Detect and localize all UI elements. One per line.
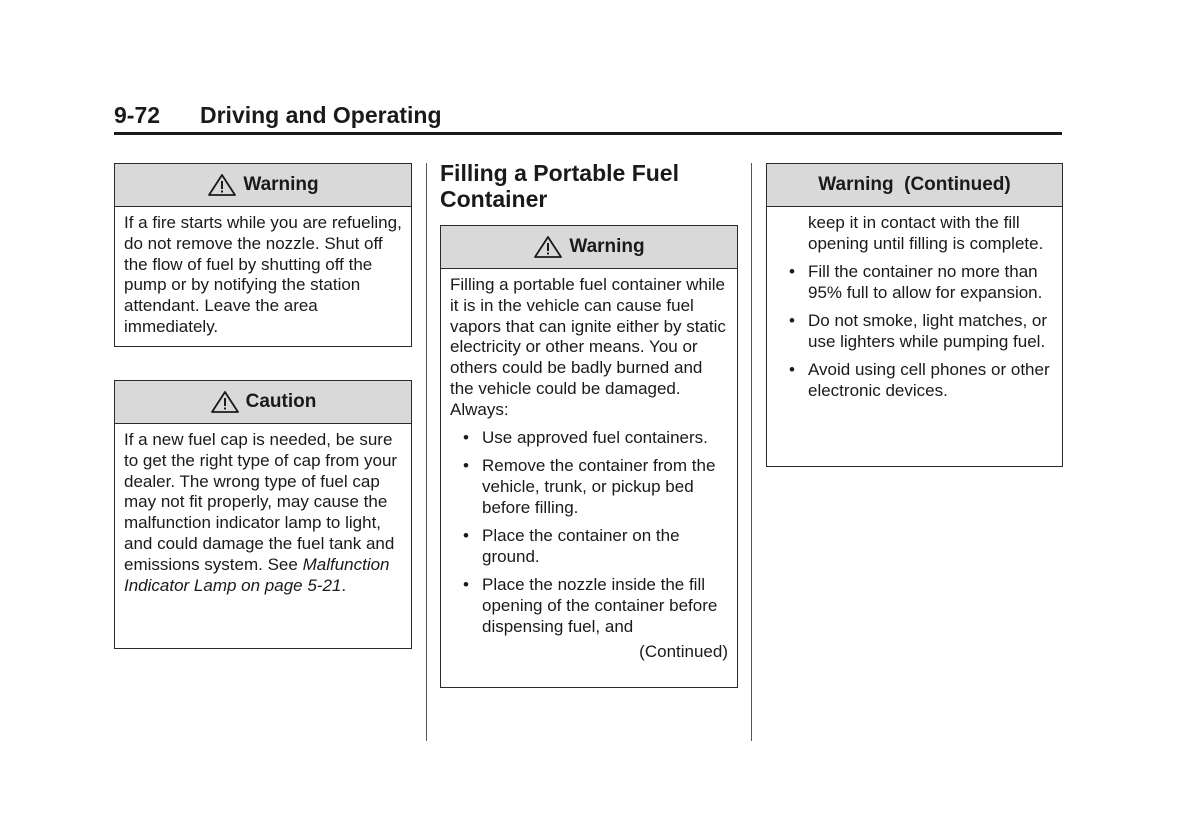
warning-header [441, 226, 737, 269]
warning-text: If a fire starts while you are refueling, do not remove the nozzle. Shut off the flow of fuel by shutting off the pump or by notifying the station attendant. Leave the area immediately. [124, 213, 402, 336]
warning-triangle-icon [533, 235, 563, 259]
warning-title: Warning [243, 174, 319, 195]
list-item: • Use approved fuel containers. [463, 428, 708, 448]
warning-continued-box [766, 163, 1063, 467]
continued-label: (Continued) [639, 641, 728, 661]
bullet-icon: • [789, 262, 795, 282]
warning-text: Filling a portable fuel container while it is in the vehicle can cause fuel vapors that can ignite either by static electricity or other means. You or others could be badly burned and the vehicle could be damaged. Always: [450, 275, 726, 419]
list-item: • Do not smoke, light matches, or use lighters while pumping fuel. [789, 311, 1048, 351]
bullet-icon: • [463, 428, 469, 448]
bullet-icon: • [463, 456, 469, 476]
warning-continued-title: Warning (Continued) [818, 174, 1011, 195]
caution-text-main: If a new fuel cap is needed, be sure to get the right type of cap from your dealer. The wrong type of fuel cap may not fit properly, may cause the malfunction indicator lamp to light, and could damage the fuel tank and emissions system. See [124, 430, 398, 574]
caution-header [115, 381, 411, 424]
warning-title: Warning [569, 236, 645, 257]
list-item: • Avoid using cell phones or other electronic devices. [789, 360, 1050, 401]
list-item: • Place the container on the ground. [463, 526, 680, 567]
page-header [114, 100, 1062, 135]
fire-warning-box [114, 163, 412, 347]
list-item: • Fill the container no more than 95% full to allow for expansion. [789, 262, 1043, 302]
malfunction-lamp-reference-link[interactable]: Malfunction Indicator Lamp on page 5-21 [124, 554, 390, 595]
warning-continued-header [767, 164, 1062, 207]
bullet-icon: • [463, 526, 469, 546]
caution-title: Caution [245, 391, 317, 412]
warning-body [441, 269, 737, 671]
warning-triangle-icon [207, 173, 237, 197]
section-title: Driving and Operating [200, 102, 442, 128]
warning-triangle-icon [210, 390, 240, 414]
warning-body [115, 207, 411, 346]
filling-portable-container-heading: Filling a Portable Fuel Container [440, 160, 679, 212]
list-item: • Remove the container from the vehicle, trunk, or pickup bed before filling. [463, 456, 716, 517]
warning-continued-body [767, 207, 1062, 410]
column-divider-1 [426, 163, 427, 741]
fuel-cap-caution-box [114, 380, 412, 649]
caution-text-end: . [341, 575, 347, 595]
safety-bullet-list [450, 428, 728, 638]
bullet-icon: • [789, 360, 795, 380]
list-item: • Place the nozzle inside the fill opening of the container before dispensing fuel, and [463, 575, 718, 636]
page-number: 9-72 [114, 102, 161, 128]
caution-text [124, 430, 402, 596]
bullet-icon: • [463, 575, 469, 595]
warning-header [115, 164, 411, 207]
continuation-text: keep it in contact with the fill opening until filling is complete. [808, 213, 1044, 253]
safety-bullet-list [776, 262, 1053, 402]
caution-body [115, 424, 411, 604]
bullet-icon: • [789, 311, 795, 331]
column-divider-2 [751, 163, 752, 741]
portable-container-warning-box [440, 225, 738, 688]
